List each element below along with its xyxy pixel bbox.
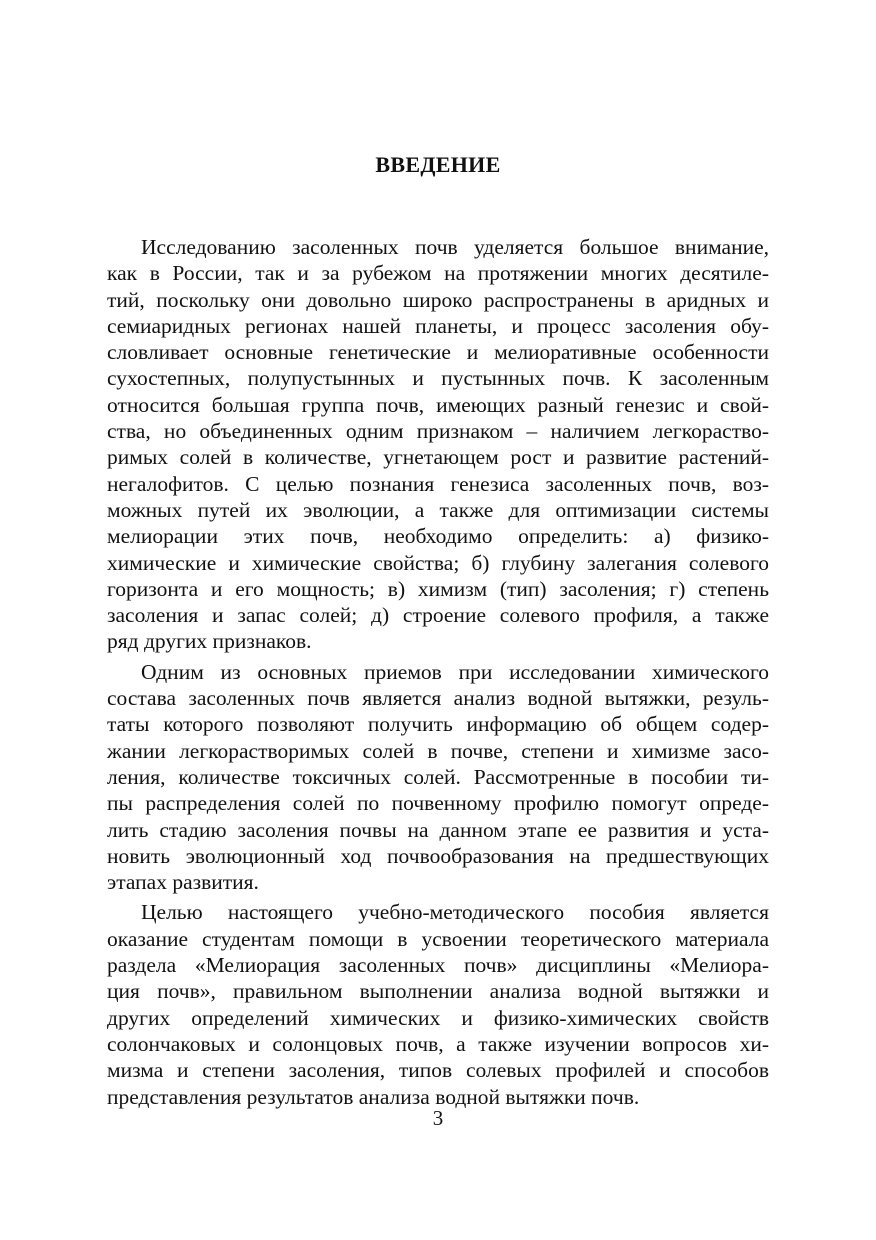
- text-line: мелиорации этих почв, необходимо определить: а) физико-: [107, 524, 769, 549]
- text-line: химические и химические свойства; б) глубину залегания солевого: [107, 550, 769, 575]
- text-line: Исследованию засоленных почв уделяется большое внимание,: [141, 235, 769, 259]
- text-line: можных путей их эволюции, а также для оптимизации системы: [107, 497, 769, 522]
- text-line: сухостепных, полупустынных и пустынных почв. К засоленным: [107, 366, 769, 391]
- text-line: ряд других признаков.: [107, 629, 312, 654]
- text-line: как в России, так и за рубежом на протяжении многих десятиле-: [107, 261, 769, 286]
- text-line: этапах развития.: [107, 870, 259, 895]
- text-line: солончаковых и солонцовых почв, а также изучении вопросов хи-: [107, 1031, 769, 1056]
- text-line: Одним из основных приемов при исследовании химического: [141, 659, 769, 684]
- text-line: негалофитов. С целью познания генезиса засоленных почв, воз-: [107, 471, 769, 496]
- text-line: семиаридных регионах нашей планеты, и процесс засоления обу-: [107, 313, 769, 338]
- paragraph-1: [107, 234, 769, 655]
- text-line: ления, количестве токсичных солей. Рассмотренные в пособии ти-: [107, 764, 769, 789]
- section-title: ВВЕДЕНИЕ: [375, 152, 501, 177]
- text-line: римых солей в количестве, угнетающем рост и развитие растений-: [107, 445, 769, 470]
- paragraph-2: [107, 659, 769, 896]
- text-line: лить стадию засоления почвы на данном этапе ее развития и уста-: [107, 817, 769, 842]
- text-line: Целью настоящего учебно-методического пособия является: [141, 900, 769, 925]
- text-line: ция почв», правильном выполнении анализа водной вытяжки и: [107, 979, 769, 1004]
- text-line: относится большая группа почв, имеющих разный генезис и свой-: [107, 392, 769, 417]
- text-line: раздела «Мелиорация засоленных почв» дисциплины «Мелиора-: [107, 953, 769, 978]
- text-line: новить эволюционный ход почвообразования на предшествующих: [107, 843, 769, 868]
- text-line: жании легкорастворимых солей в почве, степени и химизме засо-: [107, 738, 769, 763]
- text-line: тий, поскольку они довольно широко распространены в аридных и: [107, 287, 769, 312]
- page-number: 3: [432, 1106, 444, 1130]
- paragraph-3: [107, 899, 769, 1109]
- body-text: [107, 234, 769, 1114]
- text-line: таты которого позволяют получить информацию об общем содер-: [107, 712, 769, 737]
- text-line: состава засоленных почв является анализ водной вытяжки, резуль-: [107, 686, 769, 711]
- text-line: ства, но объединенных одним признаком – наличием легкораство-: [107, 419, 769, 444]
- text-line: словливает основные генетические и мелиоративные особенности: [107, 340, 769, 365]
- text-line: засоления и запас солей; д) строение солевого профиля, а также: [107, 603, 769, 628]
- text-line: других определений химических и физико-химических свойств: [107, 1005, 769, 1030]
- text-line: мизма и степени засоления, типов солевых профилей и способов: [107, 1058, 769, 1083]
- text-line: пы распределения солей по почвенному профилю помогут опреде-: [107, 791, 769, 816]
- text-line: представления результатов анализа водной вытяжки почв.: [107, 1084, 640, 1109]
- text-line: горизонта и его мощность; в) химизм (тип) засоления; г) степень: [107, 576, 769, 601]
- text-line: оказание студентам помощи в усвоении теоретического материала: [107, 926, 769, 951]
